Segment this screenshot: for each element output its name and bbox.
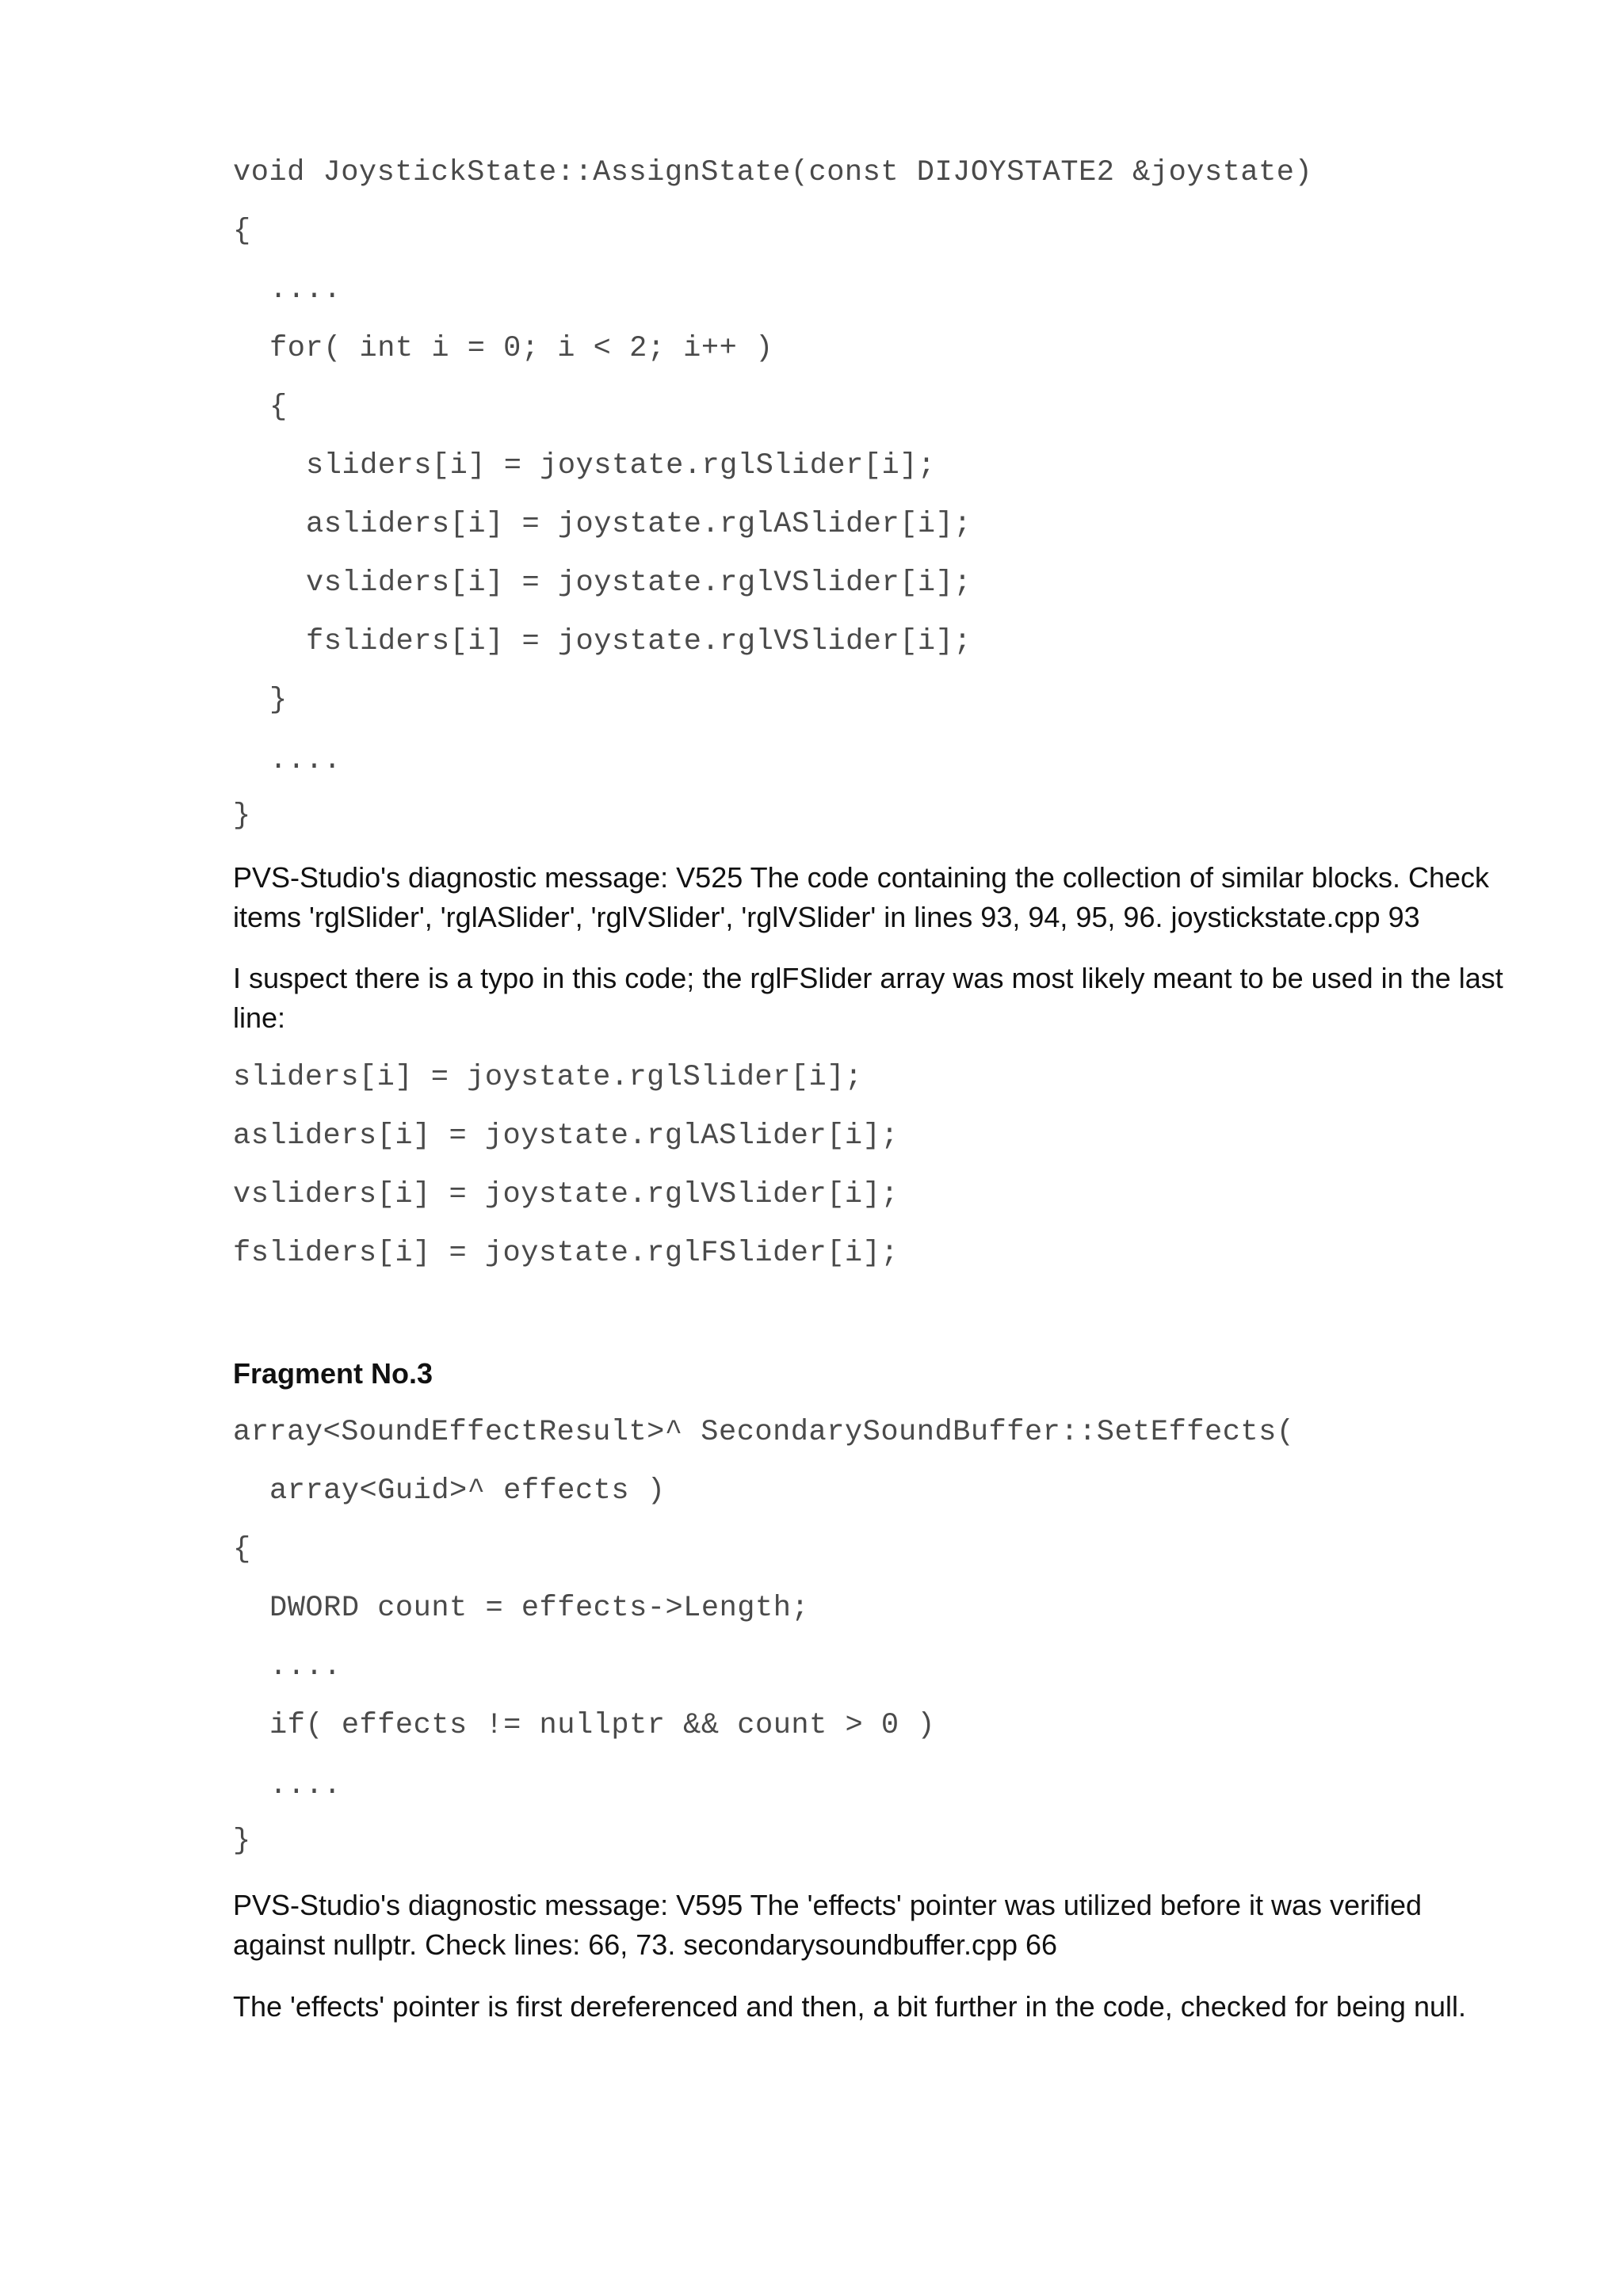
diagnostic-message-v525: PVS-Studio's diagnostic message: V525 The code containing the collection of similar blocks. Check items 'rglSlider', 'rglASlider', 'rglVSlider', 'rglVSlider' in lines 93, 94, 95, 96. joystickstate.cpp 93 bbox=[233, 861, 1490, 933]
code-line: { bbox=[233, 1533, 251, 1566]
code-line: if( effects != nullptr && count > 0 ) bbox=[269, 1709, 936, 1742]
code-line: fsliders[i] = joystate.rglVSlider[i]; bbox=[306, 625, 972, 658]
code-line: DWORD count = effects->Length; bbox=[269, 1592, 810, 1625]
code-line: array<Guid>^ effects ) bbox=[269, 1474, 666, 1508]
code-line: vsliders[i] = joystate.rglVSlider[i]; bbox=[233, 1178, 899, 1211]
code-line: .... bbox=[269, 1650, 342, 1684]
code-line: array<SoundEffectResult>^ SecondarySoundBuffer::SetEffects( bbox=[233, 1416, 1295, 1449]
code-line: } bbox=[233, 1825, 251, 1858]
code-line: .... bbox=[269, 744, 342, 777]
code-line: fsliders[i] = joystate.rglFSlider[i]; bbox=[233, 1237, 899, 1270]
code-line: .... bbox=[269, 1769, 342, 1802]
fragment-heading: Fragment No.3 bbox=[233, 1357, 433, 1390]
typo-explanation: I suspect there is a typo in this code; the rglFSlider array was most likely meant to be used in the last line: bbox=[233, 962, 1503, 1034]
code-line: { bbox=[233, 215, 251, 248]
code-line: .... bbox=[269, 273, 342, 307]
code-line: for( int i = 0; i < 2; i++ ) bbox=[269, 332, 773, 365]
code-line: void JoystickState::AssignState(const DIJOYSTATE2 &joystate) bbox=[233, 156, 1313, 189]
code-line: vsliders[i] = joystate.rglVSlider[i]; bbox=[306, 566, 972, 600]
code-line: } bbox=[233, 799, 251, 833]
code-line: asliders[i] = joystate.rglASlider[i]; bbox=[233, 1119, 899, 1153]
code-line: } bbox=[269, 684, 288, 717]
code-line: asliders[i] = joystate.rglASlider[i]; bbox=[306, 508, 972, 541]
diagnostic-message-v595: PVS-Studio's diagnostic message: V595 The 'effects' pointer was utilized before it was verified against nullptr. Check lines: 66, 73. secondarysoundbuffer.cpp 66 bbox=[233, 1889, 1423, 1961]
null-check-explanation: The 'effects' pointer is first dereferenced and then, a bit further in the code, checked for being null. bbox=[233, 1990, 1466, 2023]
code-line: { bbox=[269, 391, 288, 424]
code-line: sliders[i] = joystate.rglSlider[i]; bbox=[233, 1061, 863, 1094]
code-line: sliders[i] = joystate.rglSlider[i]; bbox=[306, 449, 936, 482]
